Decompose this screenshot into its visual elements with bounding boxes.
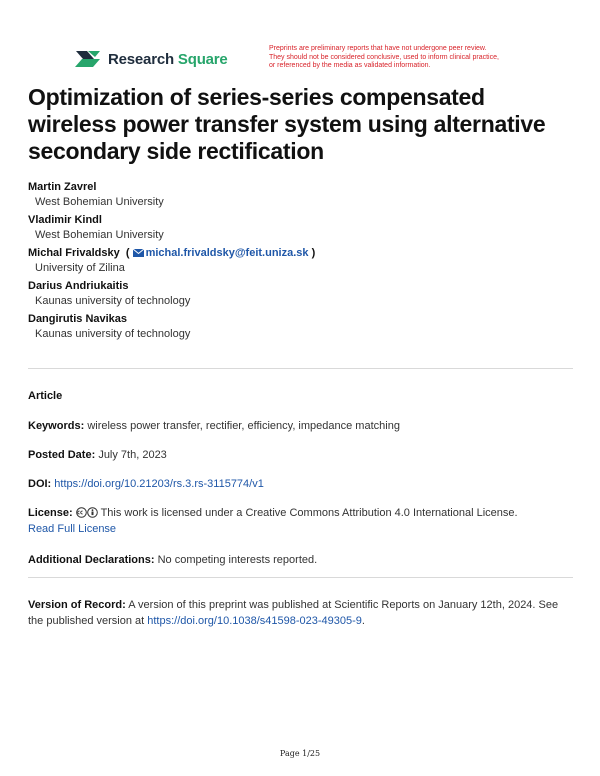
doi-row xyxy=(28,476,573,492)
page-number: Page 1/25 xyxy=(279,749,321,758)
license-row xyxy=(28,505,573,537)
declarations-label: Additional Declarations: xyxy=(28,554,155,566)
license-text: This work is licensed under a Creative Commons Attribution 4.0 International License. xyxy=(100,507,518,519)
divider xyxy=(28,368,573,369)
author-name: Darius Andriukaitis xyxy=(28,280,129,292)
version-of-record-text: A version of this preprint was published at Scientific Reports on January 12th, 2024. See the published version at xyxy=(28,599,559,627)
article-type xyxy=(28,388,573,404)
envelope-icon xyxy=(133,249,144,257)
license-label: License: xyxy=(28,507,73,519)
version-of-record-end: . xyxy=(361,615,365,627)
logo-word-research: Research xyxy=(108,50,174,68)
author-email-text: michal.frivaldsky@feit.uniza.sk xyxy=(145,247,309,259)
doi-link[interactable]: https://doi.org/10.21203/rs.3.rs-3115774/v1 xyxy=(54,478,264,490)
keywords-value: wireless power transfer, rectifier, efficiency, impedance matching xyxy=(87,420,400,432)
author-name: Dangirutis Navikas xyxy=(28,313,128,325)
keywords-label: Keywords: xyxy=(28,420,85,432)
attribution-icon xyxy=(87,507,98,518)
logo-wordmark xyxy=(108,51,228,68)
author-email-link[interactable] xyxy=(133,247,309,259)
posted-date-value: July 7th, 2023 xyxy=(98,449,167,461)
research-square-logo-icon xyxy=(74,48,102,70)
version-of-record-row xyxy=(28,597,573,629)
author-affiliation: University of Zilina xyxy=(35,262,125,274)
author-name-corresponding: Michal Frivaldsky ( michal.frivaldsky@feit.uniza.sk ) xyxy=(28,247,316,259)
author-affiliation: West Bohemian University xyxy=(35,196,164,208)
notice-line: They should not be considered conclusive, used to inform clinical practice, xyxy=(269,53,499,61)
author-name-text: Michal Frivaldsky xyxy=(28,247,120,259)
author-name: Martin Zavrel xyxy=(28,181,97,193)
notice-line: or referenced by the media as validated information. xyxy=(269,62,431,69)
author-list xyxy=(28,180,568,345)
declarations-row xyxy=(28,552,573,568)
research-square-logo[interactable] xyxy=(74,48,228,70)
posted-date-label: Posted Date: xyxy=(28,449,96,461)
author-affiliation: Kaunas university of technology xyxy=(35,295,191,307)
version-of-record-label: Version of Record: xyxy=(28,599,126,611)
logo-word-square: Square xyxy=(177,50,228,68)
doi-label: DOI: xyxy=(28,478,52,490)
article-type-text: Article xyxy=(28,390,63,402)
read-full-license-link[interactable]: Read Full License xyxy=(28,523,117,535)
posted-date-row xyxy=(28,447,573,463)
declarations-value: No competing interests reported. xyxy=(157,554,318,566)
notice-line: Preprints are preliminary reports that have not undergone peer review. xyxy=(269,45,487,52)
keywords-row xyxy=(28,418,573,434)
paper-title: Optimization of series-series compensated wireless power transfer system using alternative secondary side rectification xyxy=(28,84,546,164)
preprint-notice xyxy=(269,45,539,71)
author-name: Vladimir Kindl xyxy=(28,214,102,226)
author-affiliation: Kaunas university of technology xyxy=(35,328,191,340)
published-version-link[interactable]: https://doi.org/10.1038/s41598-023-49305-9 xyxy=(147,615,362,627)
author-affiliation: West Bohemian University xyxy=(35,229,164,241)
divider xyxy=(28,577,573,578)
creative-commons-icon xyxy=(76,507,87,518)
